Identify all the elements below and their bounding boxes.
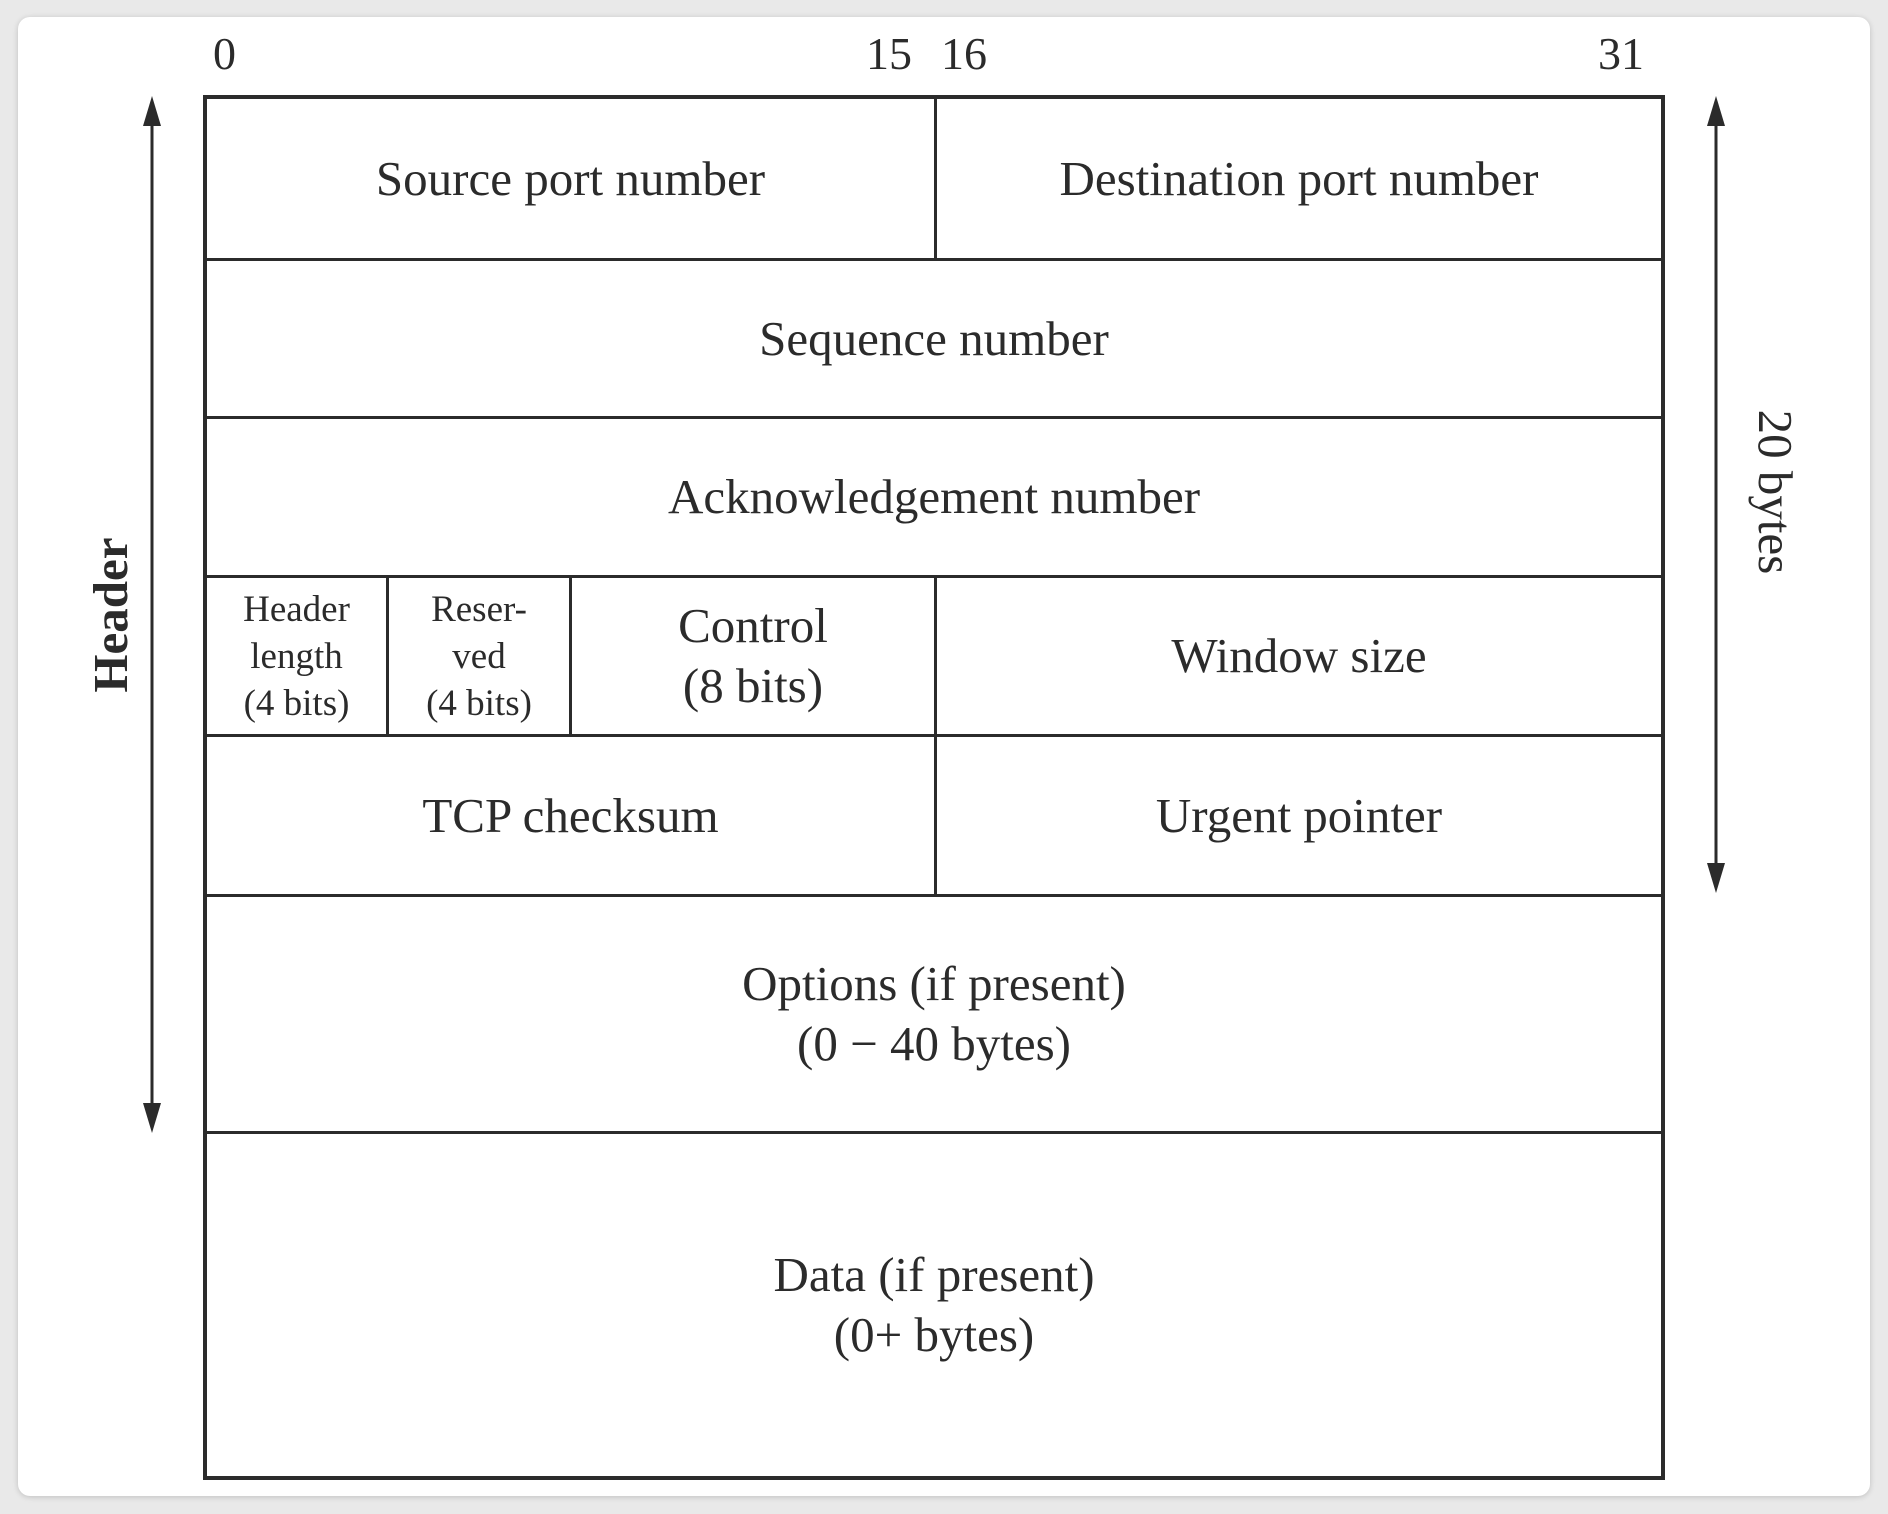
- bit-label-15: 15: [866, 28, 912, 79]
- bit-label-31: 31: [1598, 28, 1644, 79]
- field-label: Destination port number: [1059, 150, 1539, 206]
- field-label-line: (0+ bytes): [833, 1307, 1035, 1362]
- field-destination-port: [937, 99, 1661, 258]
- field-acknowledgement-number: [207, 419, 1661, 575]
- field-label-line: (0 − 40 bytes): [797, 1016, 1071, 1071]
- field-label: Sequence number: [759, 310, 1109, 366]
- field-label-line: (8 bits): [682, 658, 824, 713]
- field-tcp-checksum: [207, 737, 934, 894]
- field-label: Source port number: [375, 150, 766, 206]
- field-control: [572, 578, 934, 734]
- field-urgent-pointer: [937, 737, 1661, 894]
- field-header-length: [207, 578, 386, 734]
- field-label-line: Control: [678, 598, 828, 653]
- bit-label-16: 16: [941, 28, 987, 79]
- field-label: Urgent pointer: [1155, 787, 1443, 843]
- field-label: Window size: [1171, 628, 1427, 683]
- header-arrow-down-head: [143, 1103, 161, 1133]
- field-label-line: length: [250, 635, 343, 677]
- header-arrow-up-head: [143, 96, 161, 126]
- field-label-line: Reser-: [431, 588, 527, 630]
- segment-frame: [203, 95, 1665, 1480]
- field-label-line: (4 bits): [243, 682, 350, 724]
- field-label-line: Options (if present): [742, 956, 1126, 1011]
- field-label-line: Data (if present): [773, 1247, 1095, 1302]
- field-source-port: [207, 99, 934, 258]
- bytes-arrow-up-head: [1707, 96, 1725, 126]
- field-label-line: Header: [243, 588, 350, 630]
- field-label-line: ved: [452, 635, 506, 677]
- field-label: TCP checksum: [422, 787, 719, 843]
- field-sequence-number: [207, 261, 1661, 416]
- field-options: [207, 897, 1661, 1131]
- field-label-line: (4 bits): [426, 682, 532, 724]
- field-data: [207, 1134, 1661, 1476]
- field-label: Acknowledgement number: [667, 469, 1201, 524]
- bytes-arrow-down-head: [1707, 863, 1725, 893]
- bytes-side-label: 20 bytes: [1748, 409, 1803, 575]
- header-side-label: Header: [83, 537, 138, 693]
- field-window-size: [937, 578, 1661, 734]
- bit-label-0: 0: [213, 28, 236, 79]
- field-reserved: [389, 578, 569, 734]
